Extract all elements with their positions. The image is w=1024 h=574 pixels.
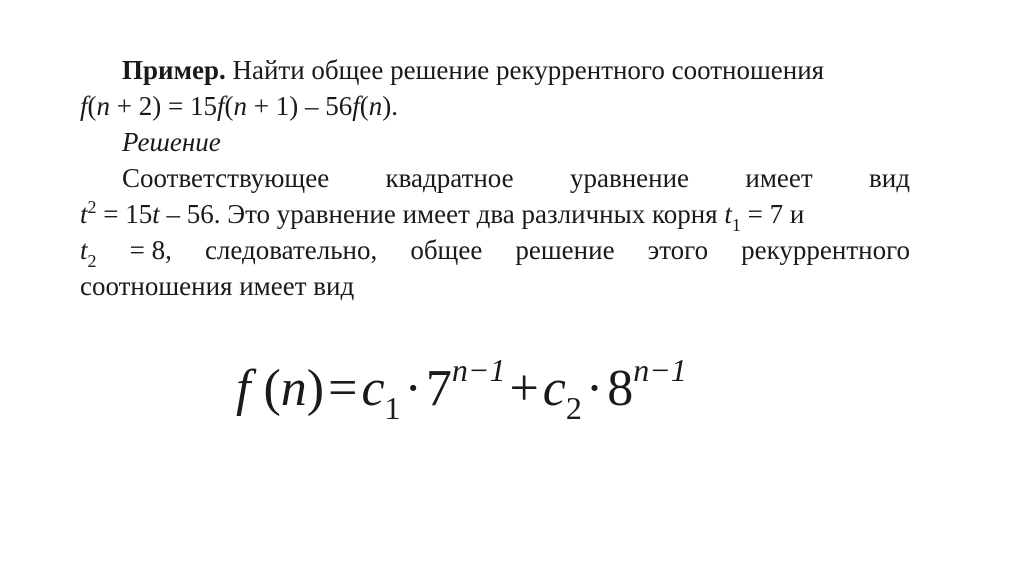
example-task: Найти общее решение рекуррентного соотношения bbox=[232, 55, 825, 85]
word: рекуррентного bbox=[741, 235, 910, 265]
general-solution-formula bbox=[236, 354, 687, 424]
t2-term bbox=[80, 232, 97, 271]
formula-paren: ) bbox=[306, 360, 325, 417]
recurrence-relation bbox=[80, 88, 910, 124]
formula-c: c bbox=[542, 360, 566, 417]
word: этого bbox=[647, 235, 709, 265]
eq-part: = 15 bbox=[96, 199, 153, 229]
var-t: t bbox=[80, 235, 88, 265]
formula-base: 7 bbox=[425, 360, 452, 417]
word: = 8, bbox=[129, 235, 172, 265]
word: имеет bbox=[745, 163, 813, 193]
formula-paren: ( bbox=[263, 360, 281, 417]
word: следовательно, bbox=[204, 235, 378, 265]
subscript: 2 bbox=[87, 251, 97, 271]
rel-f: f bbox=[352, 91, 360, 121]
eq-part: = 7 и bbox=[740, 199, 805, 229]
rel-n: n bbox=[96, 91, 111, 121]
rel-part: ). bbox=[382, 91, 398, 121]
formula-exponent: n−1 bbox=[633, 352, 687, 388]
var-t: t bbox=[724, 199, 732, 229]
solution-heading-text: Решение bbox=[122, 127, 221, 157]
rel-n: n bbox=[368, 91, 383, 121]
formula-plus: + bbox=[509, 360, 539, 417]
example-label: Пример. bbox=[122, 55, 226, 85]
word: Соответствующее bbox=[122, 163, 330, 193]
var-t: t bbox=[152, 199, 160, 229]
formula-n: n bbox=[280, 360, 307, 417]
formula-c: c bbox=[361, 360, 385, 417]
word: вид bbox=[869, 163, 910, 193]
formula-f: f bbox=[236, 360, 251, 417]
formula-base: 8 bbox=[607, 360, 634, 417]
var-t: t bbox=[80, 199, 88, 229]
formula-dot: · bbox=[585, 360, 604, 417]
rel-paren: ( bbox=[359, 91, 369, 121]
example-line bbox=[80, 52, 910, 88]
subscript: 1 bbox=[731, 215, 741, 235]
solution-row-4: соотношения имеет вид bbox=[80, 271, 355, 301]
rel-f: f bbox=[216, 91, 225, 121]
rel-part: + 1) – 56 bbox=[246, 91, 353, 121]
formula-subscript: 1 bbox=[384, 390, 401, 426]
rel-n: n bbox=[233, 91, 247, 121]
solution-row-2 bbox=[80, 196, 910, 235]
rel-paren: ( bbox=[87, 91, 97, 121]
word: уравнение bbox=[569, 163, 690, 193]
exponent: 2 bbox=[87, 197, 97, 217]
rel-paren: ( bbox=[224, 91, 234, 121]
word: решение bbox=[515, 235, 615, 265]
formula-dot: · bbox=[404, 360, 422, 417]
solution-row-1 bbox=[80, 160, 910, 196]
formula-subscript: 2 bbox=[565, 390, 582, 426]
solution-heading bbox=[80, 124, 910, 160]
text-block bbox=[80, 52, 910, 304]
solution-row-3 bbox=[80, 232, 910, 271]
word: квадратное bbox=[385, 163, 514, 193]
rel-f: f bbox=[80, 91, 88, 121]
eq-part: – 56. Это уравнение имеет два различных корня bbox=[159, 199, 725, 229]
word: общее bbox=[410, 235, 483, 265]
formula-exponent: n−1 bbox=[451, 352, 506, 388]
formula-equals: = bbox=[328, 360, 358, 417]
rel-part: + 2) = 15 bbox=[110, 91, 217, 121]
